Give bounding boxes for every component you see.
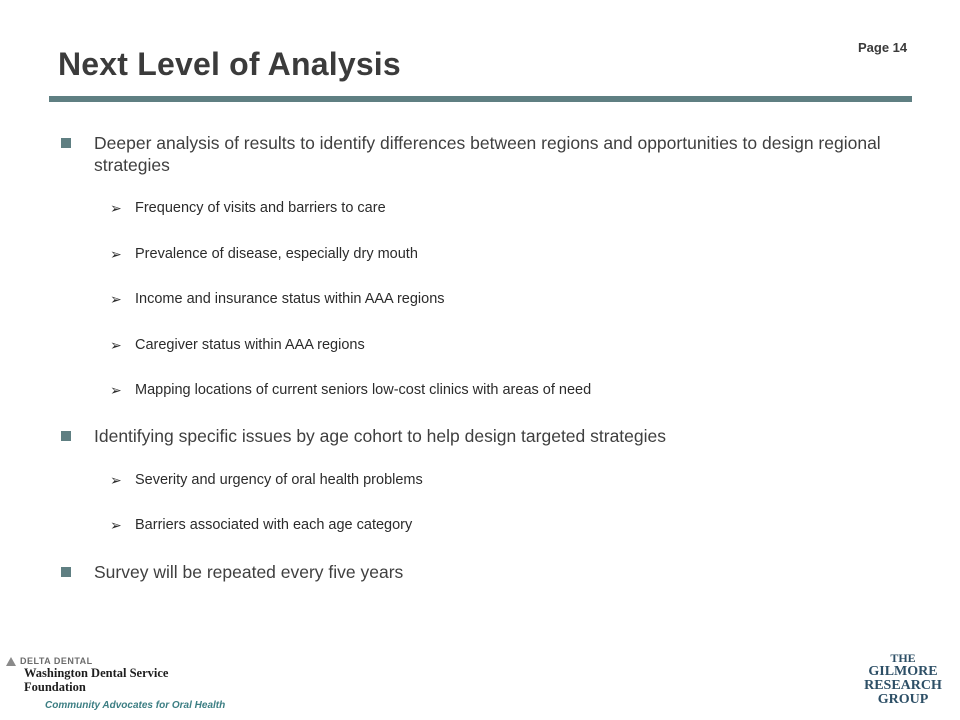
arrow-bullet-icon: ➢ bbox=[110, 472, 122, 488]
bullet-item bbox=[60, 561, 920, 583]
slide-title: Next Level of Analysis bbox=[58, 46, 401, 82]
arrow-bullet-icon: ➢ bbox=[110, 246, 122, 262]
sub-bullet-text: Frequency of visits and barriers to care bbox=[135, 200, 386, 216]
bullet-text: Survey will be repeated every five years bbox=[94, 562, 404, 582]
sub-bullet-item bbox=[60, 516, 920, 534]
gilmore-logo-line4: GROUP bbox=[877, 692, 929, 707]
gilmore-logo-line2: GILMORE bbox=[868, 664, 938, 679]
gilmore-research-logo bbox=[858, 651, 948, 707]
sub-bullet-text: Prevalence of disease, especially dry mouth bbox=[135, 246, 418, 262]
square-bullet-icon bbox=[61, 431, 71, 441]
sub-bullet-item bbox=[60, 336, 920, 354]
square-bullet-icon bbox=[61, 567, 71, 577]
page-number: Page 14 bbox=[858, 40, 908, 55]
bullet-item bbox=[60, 425, 920, 447]
sub-bullet-item bbox=[60, 381, 920, 399]
sub-bullet-text: Severity and urgency of oral health problems bbox=[135, 472, 423, 488]
gilmore-logo-line1: THE bbox=[890, 651, 916, 665]
arrow-bullet-icon: ➢ bbox=[110, 337, 122, 353]
foundation-name-line2: Foundation bbox=[24, 680, 86, 694]
slide-body bbox=[60, 132, 920, 583]
delta-triangle-icon bbox=[6, 657, 16, 666]
arrow-bullet-icon: ➢ bbox=[110, 291, 122, 307]
arrow-bullet-icon: ➢ bbox=[110, 382, 122, 398]
sub-bullet-text: Mapping locations of current seniors low-cost clinics with areas of need bbox=[135, 382, 592, 398]
sub-bullet-item bbox=[60, 199, 920, 217]
sub-bullet-text: Barriers associated with each age category bbox=[135, 517, 413, 533]
sub-bullet-item bbox=[60, 245, 920, 263]
sub-bullet-item bbox=[60, 471, 920, 489]
foundation-name-line1: Washington Dental Service bbox=[24, 666, 169, 680]
delta-dental-wordmark bbox=[6, 656, 246, 666]
sub-bullet-item bbox=[60, 290, 920, 308]
bullet-text: Identifying specific issues by age cohort to help design targeted strategies bbox=[94, 426, 667, 446]
square-bullet-icon bbox=[61, 138, 71, 148]
sub-bullet-text: Caregiver status within AAA regions bbox=[135, 337, 365, 353]
delta-dental-logo bbox=[6, 656, 246, 716]
gilmore-logo-line3: RESEARCH bbox=[864, 678, 942, 693]
title-divider bbox=[49, 96, 912, 102]
arrow-bullet-icon: ➢ bbox=[110, 517, 122, 533]
sub-bullet-text: Income and insurance status within AAA regions bbox=[135, 291, 445, 307]
bullet-text: Deeper analysis of results to identify differences between regions and opportunities to design regional strategies bbox=[94, 133, 881, 175]
arrow-bullet-icon: ➢ bbox=[110, 200, 122, 216]
delta-dental-text: DELTA DENTAL bbox=[20, 656, 93, 666]
foundation-tagline: Community Advocates for Oral Health bbox=[45, 700, 226, 711]
bullet-item bbox=[60, 132, 920, 176]
